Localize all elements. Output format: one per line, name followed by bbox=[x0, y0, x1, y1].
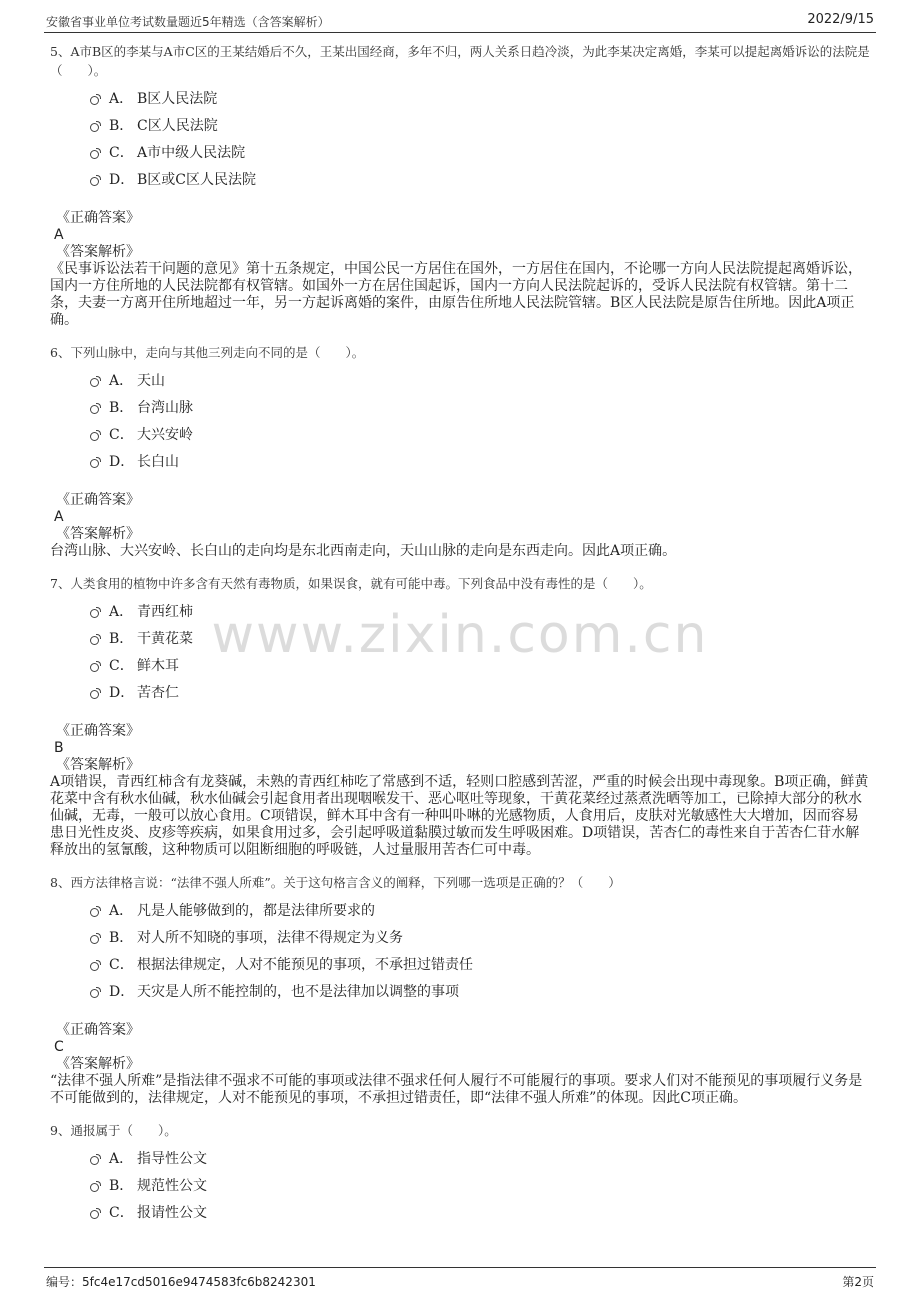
option-letter: D． bbox=[109, 171, 135, 188]
option-text: 天灾是人所不能控制的，也不是法律加以调整的事项 bbox=[137, 983, 459, 1000]
radio-icon[interactable] bbox=[90, 609, 99, 618]
option-text: C区人民法院 bbox=[137, 117, 218, 134]
option-a[interactable] bbox=[90, 597, 870, 624]
question-text: 6、下列山脉中，走向与其他三列走向不同的是（ ）。 bbox=[50, 345, 365, 360]
radio-icon[interactable] bbox=[90, 459, 99, 468]
answer-label: 《正确答案》 bbox=[56, 492, 140, 508]
radio-icon[interactable] bbox=[90, 405, 99, 414]
option-b[interactable] bbox=[90, 624, 870, 651]
answer-value: A bbox=[54, 227, 64, 243]
watermark: www.zixin.com.cn bbox=[211, 605, 709, 665]
explanation-text: 《民事诉讼法若干问题的意见》第十五条规定，中国公民一方居住在国外，一方居住在国内，不论哪一方向人民法院提起离婚诉讼，国内一方住所地的人民法院都有权管辖。如国外一方在居住国起诉，国内一方向人民法院起诉的，受诉人民法院有权管辖。第十二条，夫妻一方离开住所地超过一年，另一方起诉离婚的案件，由原告住所地人民法院管辖。B区人民法院是原告住所地。因此A项正确。 bbox=[50, 261, 862, 328]
option-letter: C． bbox=[109, 144, 134, 161]
page-number: 第2页 bbox=[842, 1275, 874, 1289]
option-text: 天山 bbox=[137, 372, 165, 389]
question-text: 9、通报属于（ ）。 bbox=[50, 1123, 177, 1138]
option-text: 凡是人能够做到的，都是法律所要求的 bbox=[137, 902, 375, 919]
option-b[interactable] bbox=[90, 393, 870, 420]
option-list bbox=[90, 366, 870, 474]
document-code: 编号：5fc4e17cd5016e9474583fc6b8242301 bbox=[46, 1275, 316, 1289]
explanation-label: 《答案解析》 bbox=[56, 757, 140, 773]
option-letter: D． bbox=[109, 453, 135, 470]
option-text: 苦杏仁 bbox=[137, 684, 179, 701]
radio-icon[interactable] bbox=[90, 690, 99, 699]
answer-label: 《正确答案》 bbox=[56, 210, 140, 226]
option-c[interactable] bbox=[90, 1198, 870, 1225]
page-footer bbox=[44, 1267, 876, 1292]
option-text: A市中级人民法院 bbox=[137, 144, 246, 161]
option-letter: A． bbox=[109, 372, 134, 389]
option-letter: B． bbox=[109, 399, 134, 416]
explanation-label: 《答案解析》 bbox=[56, 526, 140, 542]
radio-icon[interactable] bbox=[90, 1183, 99, 1192]
radio-icon[interactable] bbox=[90, 432, 99, 441]
radio-icon[interactable] bbox=[90, 1156, 99, 1165]
answer-block bbox=[50, 210, 870, 329]
radio-icon[interactable] bbox=[90, 378, 99, 387]
page-header bbox=[44, 10, 876, 33]
option-d[interactable] bbox=[90, 678, 870, 705]
option-text: 根据法律规定，人对不能预见的事项，不承担过错责任 bbox=[137, 956, 473, 973]
option-text: B区人民法院 bbox=[137, 90, 218, 107]
radio-icon[interactable] bbox=[90, 935, 99, 944]
option-letter: C． bbox=[109, 1204, 134, 1221]
answer-label: 《正确答案》 bbox=[56, 723, 140, 739]
explanation-text: 台湾山脉、大兴安岭、长白山的走向均是东北西南走向，天山山脉的走向是东西走向。因此A项正确。 bbox=[50, 543, 677, 559]
option-letter: B． bbox=[109, 630, 134, 647]
document-date: 2022/9/15 bbox=[807, 12, 874, 27]
radio-icon[interactable] bbox=[90, 123, 99, 132]
answer-value: B bbox=[54, 740, 64, 756]
option-text: 指导性公文 bbox=[137, 1150, 207, 1167]
option-c[interactable] bbox=[90, 651, 870, 678]
question-8 bbox=[50, 873, 870, 1107]
option-d[interactable] bbox=[90, 977, 870, 1004]
option-letter: A． bbox=[109, 603, 134, 620]
explanation-text: A项错误，青西红柿含有龙葵碱，未熟的青西红柿吃了常感到不适，轻则口腔感到苦涩，严重的时候会出现中毒现象。B项正确，鲜黄花菜中含有秋水仙碱，秋水仙碱会引起食用者出现咽喉发干、恶心呕吐等现象，干黄花菜经过蒸煮洗晒等加工，已除掉大部分的秋水仙碱，无毒，一般可以放心食用。C项错误，鲜木耳中含有一种叫卟啉的光感物质，人食用后，皮肤对光敏感性大大增加，因而容易患日光性皮炎、皮疹等疾病，如果食用过多，会引起呼吸道黏膜过敏而发生呼吸困难。D项错误，苦杏仁的毒性来自于苦杏仁苷水解释放出的氢氰酸，这种物质可以阻断细胞的呼吸链，人过量服用苦杏仁可中毒。 bbox=[50, 774, 869, 858]
question-text: 8、西方法律格言说：“法律不强人所难”。关于这句格言含义的阐释，下列哪一选项是正确的？（ ） bbox=[50, 875, 621, 890]
option-list bbox=[90, 84, 870, 192]
option-a[interactable] bbox=[90, 896, 870, 923]
option-letter: A． bbox=[109, 902, 134, 919]
radio-icon[interactable] bbox=[90, 96, 99, 105]
question-9 bbox=[50, 1121, 870, 1225]
radio-icon[interactable] bbox=[90, 1210, 99, 1219]
option-c[interactable] bbox=[90, 420, 870, 447]
explanation-text: “法律不强人所难”是指法律不强求不可能的事项或法律不强求任何人履行不可能履行的事项。要求人们对不能预见的事项履行义务是不可能做到的，法律规定，人对不能预见的事项，不承担过错责任，即“法律不强人所难”的体现。因此C项正确。 bbox=[50, 1073, 863, 1106]
option-text: 台湾山脉 bbox=[137, 399, 193, 416]
option-text: 长白山 bbox=[137, 453, 179, 470]
radio-icon[interactable] bbox=[90, 908, 99, 917]
option-text: 报请性公文 bbox=[137, 1204, 207, 1221]
explanation-label: 《答案解析》 bbox=[56, 1056, 140, 1072]
option-letter: A． bbox=[109, 90, 134, 107]
option-letter: B． bbox=[109, 117, 134, 134]
question-7 bbox=[50, 574, 870, 859]
option-d[interactable] bbox=[90, 447, 870, 474]
option-list bbox=[90, 896, 870, 1004]
option-list bbox=[90, 1144, 870, 1225]
radio-icon[interactable] bbox=[90, 663, 99, 672]
option-d[interactable] bbox=[90, 165, 870, 192]
question-6 bbox=[50, 343, 870, 560]
answer-value: A bbox=[54, 509, 64, 525]
option-a[interactable] bbox=[90, 84, 870, 111]
option-letter: B． bbox=[109, 1177, 134, 1194]
question-list bbox=[50, 42, 870, 1225]
option-b[interactable] bbox=[90, 1171, 870, 1198]
option-b[interactable] bbox=[90, 923, 870, 950]
question-text: 7、人类食用的植物中许多含有天然有毒物质，如果误食，就有可能中毒。下列食品中没有毒性的是（ ）。 bbox=[50, 576, 652, 591]
option-letter: D． bbox=[109, 983, 135, 1000]
radio-icon[interactable] bbox=[90, 177, 99, 186]
option-a[interactable] bbox=[90, 1144, 870, 1171]
option-text: B区或C区人民法院 bbox=[137, 171, 256, 188]
question-text: 5、A市B区的李某与A市C区的王某结婚后不久，王某出国经商，多年不归，两人关系日趋冷淡，为此李某决定离婚，李某可以提起离婚诉讼的法院是（ ）。 bbox=[50, 44, 870, 78]
option-list bbox=[90, 597, 870, 705]
answer-block bbox=[50, 1022, 870, 1107]
option-text: 大兴安岭 bbox=[137, 426, 193, 443]
option-letter: A． bbox=[109, 1150, 134, 1167]
option-text: 青西红柿 bbox=[137, 603, 193, 620]
question-5 bbox=[50, 42, 870, 329]
answer-block bbox=[50, 723, 870, 859]
radio-icon[interactable] bbox=[90, 636, 99, 645]
option-letter: D． bbox=[109, 684, 135, 701]
explanation-label: 《答案解析》 bbox=[56, 244, 140, 260]
answer-value: C bbox=[54, 1039, 64, 1055]
radio-icon[interactable] bbox=[90, 962, 99, 971]
answer-block bbox=[50, 492, 870, 560]
option-text: 规范性公文 bbox=[137, 1177, 207, 1194]
option-b[interactable] bbox=[90, 111, 870, 138]
option-a[interactable] bbox=[90, 366, 870, 393]
radio-icon[interactable] bbox=[90, 989, 99, 998]
option-letter: C． bbox=[109, 956, 134, 973]
option-letter: C． bbox=[109, 426, 134, 443]
answer-label: 《正确答案》 bbox=[56, 1022, 140, 1038]
option-text: 鲜木耳 bbox=[137, 657, 179, 674]
option-text: 干黄花菜 bbox=[137, 630, 193, 647]
radio-icon[interactable] bbox=[90, 150, 99, 159]
option-c[interactable] bbox=[90, 950, 870, 977]
document-title: 安徽省事业单位考试数量题近5年精选（含答案解析） bbox=[46, 15, 330, 29]
option-letter: C． bbox=[109, 657, 134, 674]
option-letter: B． bbox=[109, 929, 134, 946]
option-text: 对人所不知晓的事项，法律不得规定为义务 bbox=[137, 929, 403, 946]
option-c[interactable] bbox=[90, 138, 870, 165]
